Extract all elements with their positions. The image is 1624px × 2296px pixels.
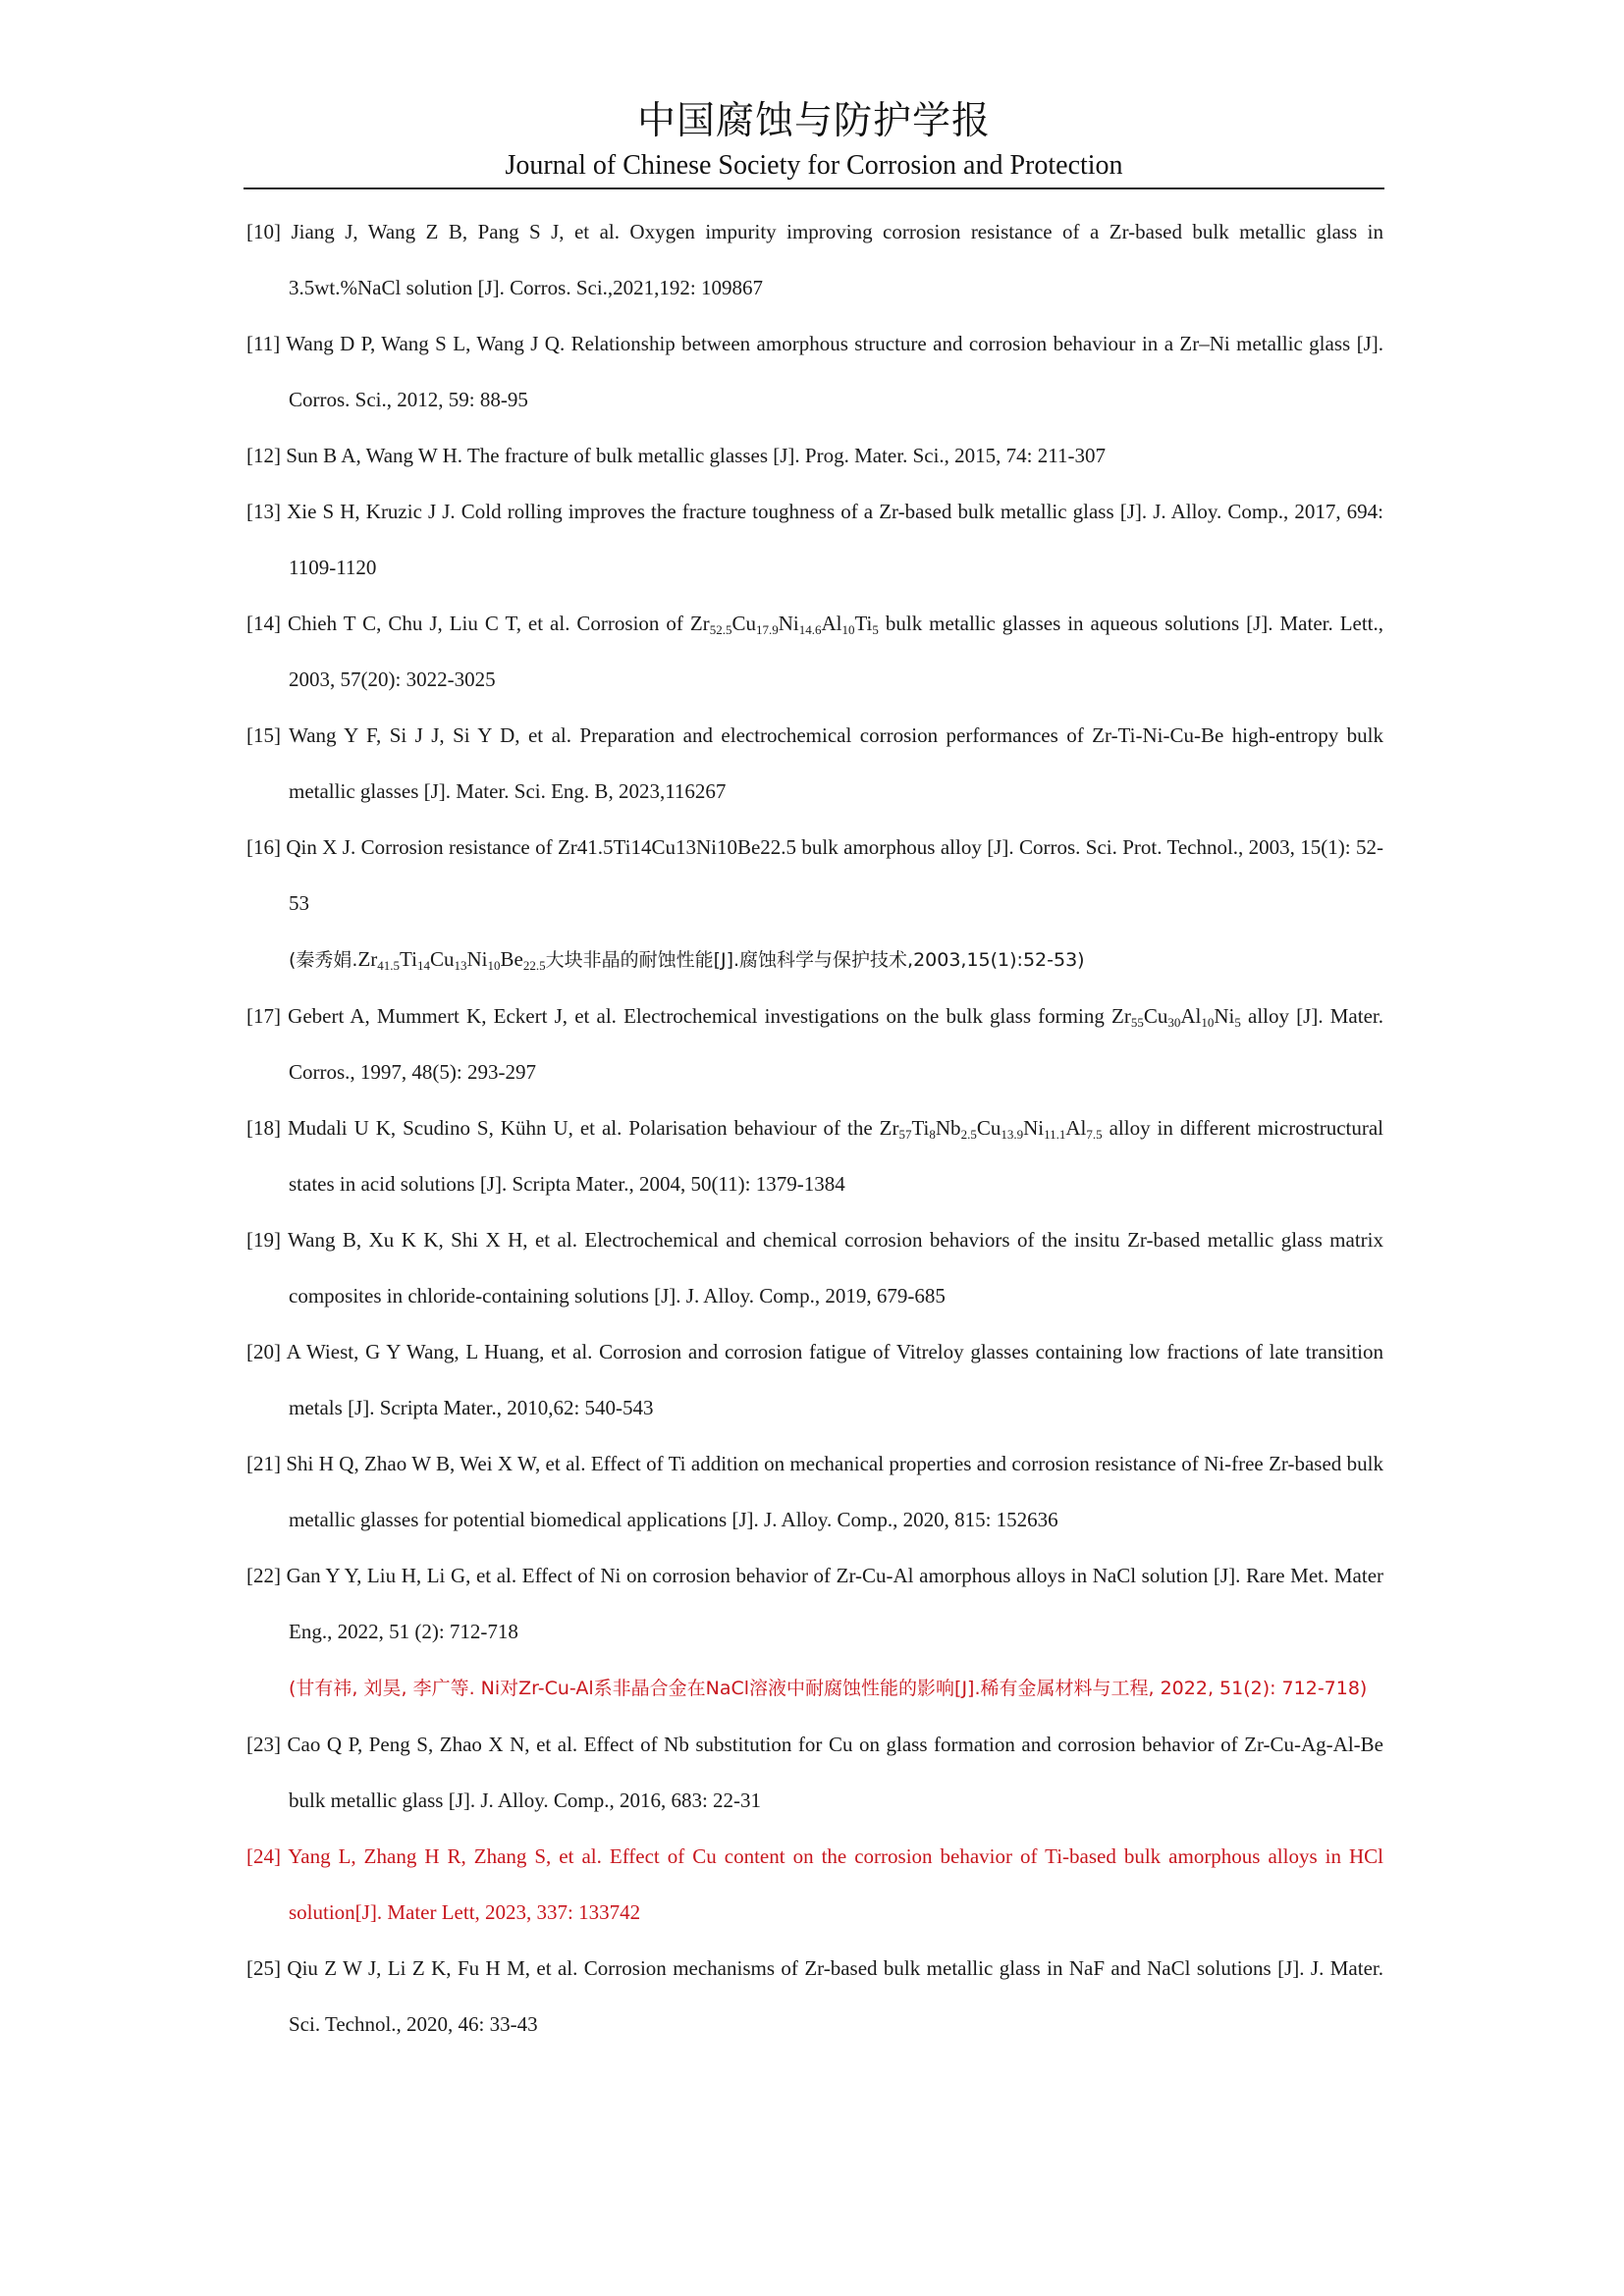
journal-title-en: Journal of Chinese Society for Corrosion and Protection [505, 150, 1123, 181]
reference-text: Wang Y F, Si J J, Si Y D, et al. Preparation and electrochemical corrosion performances of Zr-Ti-Ni-Cu-Be high-entropy bulk metallic glasses [J]. Mater. Sci. Eng. B, 2023,116267 [289, 723, 1383, 803]
reference-number: [18] [246, 1116, 281, 1140]
reference-cn-note: (甘有祎, 刘昊, 李广等. Ni对Zr-Cu-Al系非晶合金在NaCl溶液中耐腐蚀性能的影响[J].稀有金属材料与工程, 2022, 51(2): 712-718) [289, 1678, 1368, 1699]
journal-header [244, 98, 1384, 183]
chemical-formula: $Zr_{55}Cu_{30}Al_{10}Ni_5$ [1111, 1004, 1241, 1030]
reference-item [246, 1212, 1383, 1324]
reference-number: [22] [246, 1564, 281, 1587]
reference-item [246, 316, 1383, 428]
reference-text: Gan Y Y, Liu H, Li G, et al. Effect of Ni on corrosion behavior of Zr-Cu-Al amorphous alloys in NaCl solution [J]. Rare Met. Mater Eng., 2022, 51 (2): 712-718 [286, 1564, 1384, 1643]
reference-item [246, 820, 1383, 932]
reference-number: [15] [246, 723, 281, 747]
chemical-formula: $Zr_{41.5}Ti_{14}Cu_{13}Ni_{10}Be_{22.5}$ [357, 947, 546, 973]
reference-text: Qin X J. Corrosion resistance of Zr41.5Ti14Cu13Ni10Be22.5 bulk amorphous alloy [J]. Corros. Sci. Prot. Technol., 2003, 15(1): 52-53 [286, 835, 1383, 915]
reference-number: [11] [246, 332, 281, 355]
reference-item [246, 1548, 1383, 1660]
reference-number: [12] [246, 444, 281, 467]
reference-text: Wang B, Xu K K, Shi X H, et al. Electrochemical and chemical corrosion behaviors of the insitu Zr-based metallic glass matrix composites in chloride-containing solutions [J]. J. Alloy. Comp., 2019, 679-685 [288, 1228, 1383, 1308]
reference-cn-note: (秦秀娟$.Zr_{41.5}Ti_{14}Cu_{13}Ni_{10}Be_{22.5}$大块非晶的耐蚀性能[J].腐蚀科学与保护技术,2003,15(1):52-53) [289, 947, 1085, 973]
reference-item [246, 1100, 1383, 1212]
reference-number: [16] [246, 835, 281, 859]
reference-list [246, 204, 1383, 2053]
reference-text-before: Gebert A, Mummert K, Eckert J, et al. Electrochemical investigations on the bulk glass forming [288, 1004, 1111, 1028]
chemical-formula: $Zr_{57}Ti_8Nb_{2.5}Cu_{13.9}Ni_{11.1}Al_{7.5}$ [879, 1116, 1103, 1142]
reference-text-before: Mudali U K, Scudino S, Kühn U, et al. Polarisation behaviour of the [287, 1116, 880, 1140]
reference-text-after: alloy [J]. Mater. Corros., 1997, 48(5): 293-297 [289, 1004, 1383, 1084]
reference-number: [14] [246, 612, 281, 635]
reference-text: Cao Q P, Peng S, Zhao X N, et al. Effect of Nb substitution for Cu on glass formation and corrosion behavior of Zr-Cu-Ag-Al-Be bulk metallic glass [J]. J. Alloy. Comp., 2016, 683: 22-31 [287, 1733, 1383, 1812]
reference-item [246, 428, 1383, 484]
reference-item [246, 988, 1383, 1100]
reference-text: Yang L, Zhang H R, Zhang S, et al. Effect of Cu content on the corrosion behavior of Ti-based bulk amorphous alloys in HCl solution[J]. Mater Lett, 2023, 337: 133742 [288, 1844, 1383, 1924]
reference-number: [21] [246, 1452, 281, 1475]
journal-title-cn: 中国腐蚀与防护学报 [636, 99, 991, 143]
reference-text-before: Chieh T C, Chu J, Liu C T, et al. Corrosion of [287, 612, 690, 635]
reference-number: [10] [246, 220, 281, 243]
reference-item [246, 1717, 1383, 1829]
reference-item [246, 596, 1383, 708]
reference-item [246, 1941, 1383, 2053]
reference-number: [20] [246, 1340, 281, 1363]
reference-text: Sun B A, Wang W H. The fracture of bulk metallic glasses [J]. Prog. Mater. Sci., 2015, 74: 211-307 [286, 444, 1106, 467]
reference-item [246, 484, 1383, 596]
reference-text-after: alloy in different microstructural states in acid solutions [J]. Scripta Mater., 2004, 50(11): 1379-1384 [289, 1116, 1383, 1196]
reference-text: A Wiest, G Y Wang, L Huang, et al. Corrosion and corrosion fatigue of Vitreloy glasses containing low fractions of late transition metals [J]. Scripta Mater., 2010,62: 540-543 [286, 1340, 1383, 1419]
reference-number: [13] [246, 500, 281, 523]
reference-number: [24] [246, 1844, 281, 1868]
reference-text: Jiang J, Wang Z B, Pang S J, et al. Oxygen impurity improving corrosion resistance of a Zr-based bulk metallic glass in 3.5wt.%NaCl solution [J]. Corros. Sci.,2021,192: 109867 [289, 220, 1384, 299]
reference-text-after: bulk metallic glasses in aqueous solutions [J]. Mater. Lett., 2003, 57(20): 3022-3025 [289, 612, 1384, 691]
reference-text: Shi H Q, Zhao W B, Wei X W, et al. Effect of Ti addition on mechanical properties and corrosion resistance of Ni-free Zr-based bulk metallic glasses for potential biomedical applications [J]. J. Alloy. Comp., 2020, 815: 152636 [286, 1452, 1384, 1531]
reference-item [246, 708, 1383, 820]
reference-number: [17] [246, 1004, 281, 1028]
reference-number: [23] [246, 1733, 281, 1756]
reference-item [246, 1436, 1383, 1548]
reference-item-highlighted [246, 1829, 1383, 1941]
header-rule [244, 187, 1384, 189]
reference-item [246, 204, 1383, 316]
reference-number: [19] [246, 1228, 281, 1252]
reference-number: [25] [246, 1956, 281, 1980]
reference-text: Qiu Z W J, Li Z K, Fu H M, et al. Corrosion mechanisms of Zr-based bulk metallic glass in NaF and NaCl solutions [J]. J. Mater. Sci. Technol., 2020, 46: 33-43 [287, 1956, 1383, 2036]
reference-item [246, 1324, 1383, 1436]
reference-text: Wang D P, Wang S L, Wang J Q. Relationship between amorphous structure and corrosion behaviour in a Zr–Ni metallic glass [J]. Corros. Sci., 2012, 59: 88-95 [286, 332, 1383, 411]
chemical-formula: $Zr_{52.5}Cu_{17.9}Ni_{14.6}Al_{10}Ti_5$ [689, 612, 879, 637]
reference-text: Xie S H, Kruzic J J. Cold rolling improves the fracture toughness of a Zr-based bulk metallic glass [J]. J. Alloy. Comp., 2017, 694: 1109-1120 [287, 500, 1383, 579]
